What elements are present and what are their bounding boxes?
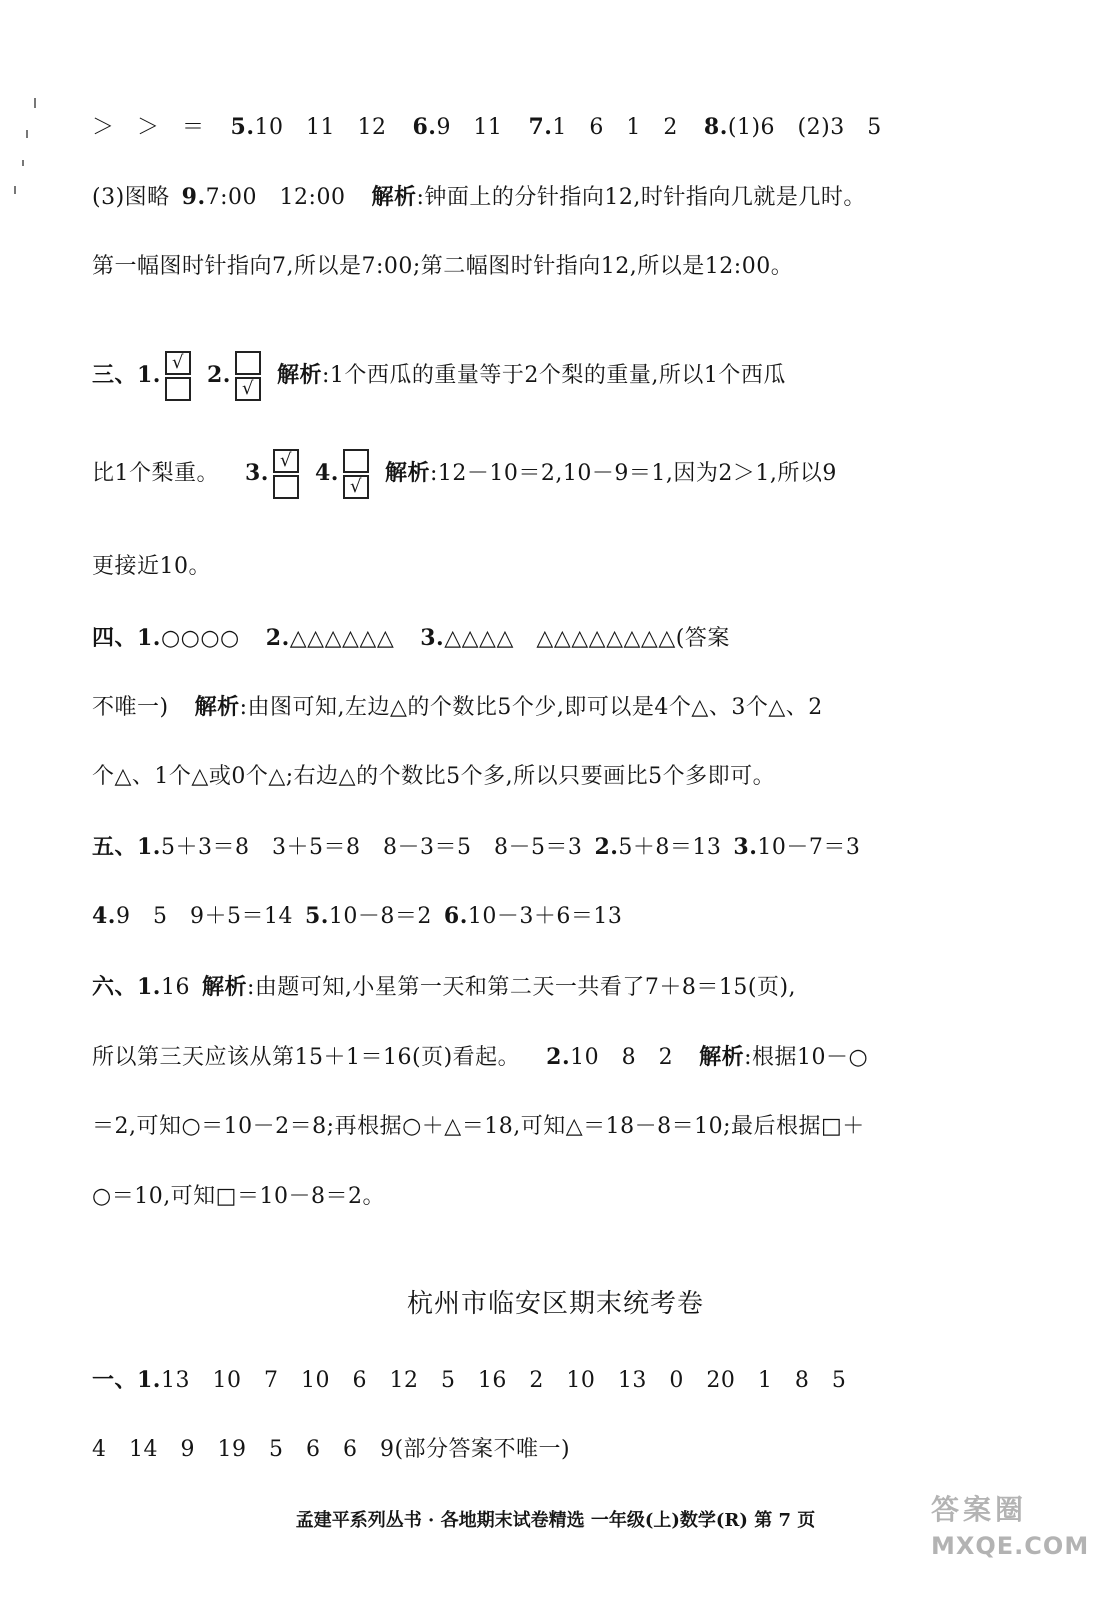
check-box	[235, 351, 261, 375]
answer-text: 5＋3＝8 3＋5＝8 8－3＝5 8－5＝3	[160, 835, 583, 860]
analysis-text: :由图可知,左边△的个数比5个少,即可以是4个△、3个△、2	[239, 695, 823, 720]
answer-line-12	[92, 972, 1011, 1003]
analysis-label: 解析	[276, 362, 322, 388]
footer-grade: 一年级(上)数学(R)	[590, 1510, 748, 1531]
analysis-label: 解析	[371, 184, 417, 210]
answer-text: 5＋8＝13	[618, 835, 722, 860]
page-number: 第 7 页	[754, 1510, 816, 1531]
question-number: 2.	[265, 625, 290, 651]
answer-text: (3)图略	[92, 185, 170, 210]
check-box: √	[165, 351, 191, 375]
answer-text: 13 10 7 10 6 12 5 16 2 10 13 0 20 1 8 5	[160, 1368, 847, 1393]
margin-mark	[14, 186, 16, 194]
answer-line-6: 更接近10。	[92, 554, 211, 579]
answer-line-7	[92, 623, 1011, 654]
question-number: 5.	[230, 114, 255, 140]
check-box: √	[343, 475, 369, 499]
answer-line-14: ＝2,可知○＝10－2＝8;再根据○＋△＝18,可知△＝18－8＝10;最后根据□＋	[92, 1114, 865, 1139]
question-number: 7.	[528, 114, 553, 140]
answer-line-15: ○＝10,可知□＝10－8＝2。	[92, 1184, 385, 1209]
question-number: 9.	[181, 184, 206, 210]
analysis-label: 解析	[201, 974, 247, 1000]
answer-text: 7:00 12:00	[205, 185, 346, 210]
choice-box-pair	[343, 447, 369, 501]
watermark-logo: 答案圈	[931, 1493, 1028, 1526]
analysis-text: 所以第三天应该从第15＋1＝16(页)看起。	[92, 1045, 521, 1070]
answer-text: 10－3＋6＝13	[467, 904, 623, 929]
answer-line-11	[92, 901, 1011, 932]
section-number: 六、1.	[92, 974, 161, 1000]
answer-text: (1)6 (2)3 5	[727, 115, 882, 140]
choice-box-pair	[273, 447, 299, 501]
section-title: 杭州市临安区期末统考卷	[406, 1289, 704, 1319]
answer-text: 比1个梨重。	[92, 461, 219, 486]
answer-line-13	[92, 1042, 1011, 1073]
drawn-triangles: △△△△△△	[289, 626, 395, 651]
answer-line-5	[92, 443, 1011, 503]
analysis-label: 解析	[699, 1044, 745, 1070]
answer-line-17: 4 14 9 19 5 6 6 9(部分答案不唯一)	[92, 1437, 571, 1462]
answer-text: 9 11	[436, 115, 503, 140]
answer-line-4	[92, 345, 1011, 405]
analysis-text: :1个西瓜的重量等于2个梨的重量,所以1个西瓜	[321, 363, 786, 388]
answer-line-9: 个△、1个△或0个△;右边△的个数比5个多,所以只要画比5个多即可。	[92, 764, 776, 789]
analysis-label: 解析	[194, 694, 240, 720]
answer-text: 10－8＝2	[328, 904, 432, 929]
comparison-answers: ＞ ＞ ＝	[92, 115, 205, 140]
watermark-domain: MXQE.COM	[931, 1532, 1090, 1560]
answer-line-3: 第一幅图时针指向7,所以是7:00;第二幅图时针指向12,所以是12:00。	[92, 254, 794, 279]
choice-box-pair	[165, 349, 191, 403]
question-number: 2.	[546, 1044, 571, 1070]
answer-line-1	[92, 112, 1011, 143]
question-number: 3.	[733, 834, 758, 860]
analysis-text: :由题可知,小星第一天和第二天一共看了7＋8＝15(页),	[246, 975, 797, 1000]
answer-text: 10 11 12	[254, 115, 387, 140]
footer-series: 孟建平系列丛书	[295, 1510, 422, 1531]
section-number: 一、1.	[92, 1367, 161, 1393]
drawn-circles: ○○○○	[160, 626, 240, 651]
drawn-triangles: △△△△ △△△△△△△△(答案	[444, 626, 730, 651]
answer-text: 不唯一)	[92, 695, 169, 720]
answer-text: 9 5 9＋5＝14	[115, 904, 293, 929]
footer-separator: ·	[428, 1510, 435, 1531]
question-number: 5.	[304, 903, 329, 929]
check-box	[343, 449, 369, 473]
question-number: 3.	[420, 625, 445, 651]
question-number: 4.	[92, 903, 116, 929]
question-number: 3.	[245, 460, 269, 486]
watermark	[931, 1488, 1090, 1574]
check-box	[273, 475, 299, 499]
footer-book: 各地期末试卷精选	[440, 1510, 585, 1531]
answer-line-8	[92, 692, 1011, 723]
answer-text: 10 8 2	[570, 1045, 674, 1070]
question-number: 2.	[594, 834, 619, 860]
check-box: √	[235, 377, 261, 401]
answer-line-16	[92, 1365, 1011, 1396]
question-number: 8.	[703, 114, 728, 140]
choice-box-pair	[235, 349, 261, 403]
question-number: 4.	[314, 460, 339, 486]
check-box	[165, 377, 191, 401]
margin-mark	[34, 98, 36, 108]
margin-mark	[26, 130, 28, 138]
section-number: 五、1.	[92, 834, 161, 860]
answer-text: 16	[160, 975, 190, 1000]
question-number: 6.	[412, 114, 437, 140]
section-number: 四、1.	[92, 625, 161, 651]
check-box: √	[273, 449, 299, 473]
analysis-text: :根据10－○	[744, 1045, 869, 1070]
question-number: 6.	[443, 903, 468, 929]
analysis-label: 解析	[384, 460, 430, 486]
section-number: 三、1.	[92, 362, 161, 388]
analysis-text: :12－10＝2,10－9＝1,因为2＞1,所以9	[429, 461, 837, 486]
analysis-text: :钟面上的分针指向12,时针指向几就是几时。	[416, 185, 866, 210]
question-number: 2.	[206, 362, 231, 388]
answer-text: 1 6 1 2	[552, 115, 678, 140]
answer-text: 10－7＝3	[757, 835, 861, 860]
answer-line-10	[92, 832, 1011, 863]
answer-line-2	[92, 182, 1011, 213]
margin-mark	[22, 160, 24, 166]
